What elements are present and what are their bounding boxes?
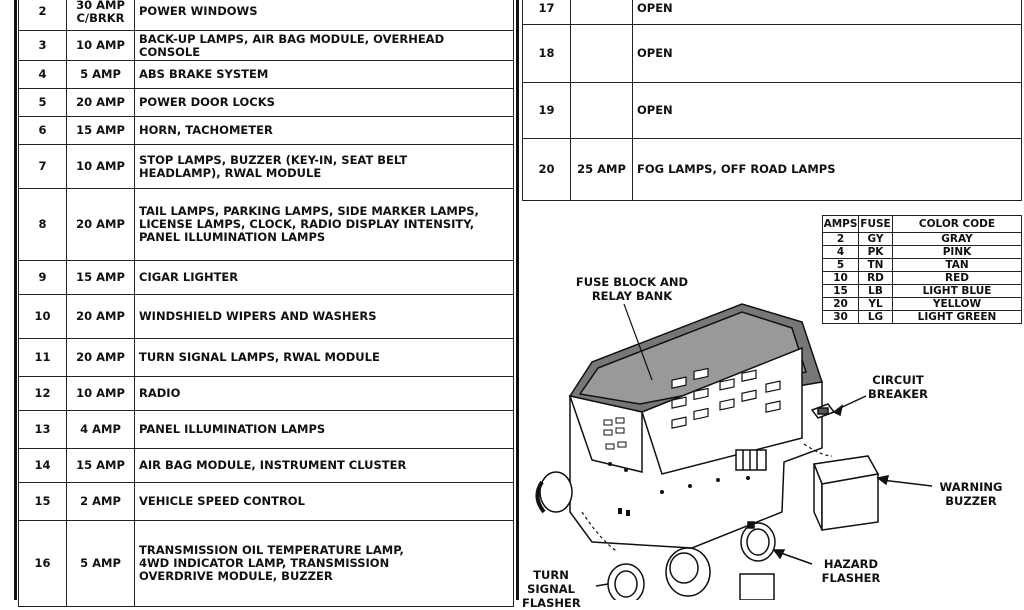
fuse-circuit: POWER DOOR LOCKS <box>135 89 514 117</box>
fuse-circuit: CIGAR LIGHTER <box>135 261 514 295</box>
fuse-row <box>19 377 514 411</box>
color-code-cell: 10 <box>823 272 859 285</box>
color-code-row <box>823 272 1022 285</box>
fuse-amperage: 2 AMP <box>67 483 135 521</box>
color-code-cell: 30 <box>823 311 859 324</box>
left-border <box>14 0 17 600</box>
fuse-row <box>19 295 514 339</box>
color-code-cell: TN <box>859 259 893 272</box>
color-code-row <box>823 259 1022 272</box>
color-code-row <box>823 246 1022 259</box>
fuse-row <box>19 449 514 483</box>
fuse-number: 2 <box>19 0 67 31</box>
label-circuit-breaker: CIRCUIT BREAKER <box>868 373 928 401</box>
fuse-number: 6 <box>19 117 67 145</box>
fuse-amperage <box>571 0 633 25</box>
fuse-row <box>19 117 514 145</box>
fuse-circuit: HORN, TACHOMETER <box>135 117 514 145</box>
fuse-amperage <box>571 25 633 83</box>
fuse-table-right <box>522 0 1022 201</box>
fuse-table-left <box>18 0 514 607</box>
fuse-row <box>19 61 514 89</box>
fuse-row <box>19 521 514 607</box>
fuse-circuit: TRANSMISSION OIL TEMPERATURE LAMP, 4WD INDICATOR LAMP, TRANSMISSION OVERDRIVE MODULE, BUZZER <box>135 521 514 607</box>
fuse-number: 5 <box>19 89 67 117</box>
color-code-header-cell: FUSE <box>859 216 893 233</box>
color-code-row <box>823 298 1022 311</box>
color-code-table <box>822 215 1022 324</box>
fuse-amperage: 15 AMP <box>67 117 135 145</box>
fuse-amperage: 20 AMP <box>67 89 135 117</box>
fuse-amperage: 5 AMP <box>67 61 135 89</box>
fuse-number: 7 <box>19 145 67 189</box>
label-warning-buzzer: WARNING BUZZER <box>939 480 1003 508</box>
fuse-row <box>19 339 514 377</box>
fuse-circuit: OPEN <box>633 83 1022 139</box>
color-code-cell: GRAY <box>893 233 1022 246</box>
fuse-number: 19 <box>523 83 571 139</box>
fuse-circuit: BACK-UP LAMPS, AIR BAG MODULE, OVERHEAD CONSOLE <box>135 31 514 61</box>
fuse-number: 12 <box>19 377 67 411</box>
color-code-row <box>823 311 1022 324</box>
fuse-circuit: AIR BAG MODULE, INSTRUMENT CLUSTER <box>135 449 514 483</box>
fuse-circuit: OPEN <box>633 0 1022 25</box>
label-fuse-block: FUSE BLOCK AND RELAY BANK <box>575 275 689 303</box>
color-code-cell: LB <box>859 285 893 298</box>
fuse-row <box>19 89 514 117</box>
fuse-amperage: 20 AMP <box>67 189 135 261</box>
fuse-row <box>523 83 1022 139</box>
fuse-amperage <box>571 83 633 139</box>
fuse-amperage: 4 AMP <box>67 411 135 449</box>
color-code-cell: 20 <box>823 298 859 311</box>
color-code-cell: 4 <box>823 246 859 259</box>
color-code-cell: PINK <box>893 246 1022 259</box>
fuse-row <box>19 189 514 261</box>
fuse-circuit: ABS BRAKE SYSTEM <box>135 61 514 89</box>
fuse-row <box>523 0 1022 25</box>
color-code-cell: 15 <box>823 285 859 298</box>
fuse-circuit: WINDSHIELD WIPERS AND WASHERS <box>135 295 514 339</box>
fuse-amperage: 20 AMP <box>67 339 135 377</box>
fuse-number: 17 <box>523 0 571 25</box>
center-divider <box>516 0 519 600</box>
fuse-circuit: PANEL ILLUMINATION LAMPS <box>135 411 514 449</box>
fuse-row <box>19 261 514 295</box>
fuse-number: 9 <box>19 261 67 295</box>
fuse-amperage: 15 AMP <box>67 261 135 295</box>
fuse-amperage: 15 AMP <box>67 449 135 483</box>
fuse-amperage: 10 AMP <box>67 145 135 189</box>
fuse-circuit: OPEN <box>633 25 1022 83</box>
color-code-row <box>823 285 1022 298</box>
fuse-amperage: 20 AMP <box>67 295 135 339</box>
color-code-cell: RED <box>893 272 1022 285</box>
fuse-row <box>523 25 1022 83</box>
label-hazard-flasher: HAZARD FLASHER <box>821 557 881 585</box>
fuse-number: 3 <box>19 31 67 61</box>
color-code-cell: LG <box>859 311 893 324</box>
color-code-header-cell: AMPS <box>823 216 859 233</box>
color-code-header-cell: COLOR CODE <box>893 216 1022 233</box>
color-code-row <box>823 233 1022 246</box>
color-code-cell: PK <box>859 246 893 259</box>
fuse-circuit: TAIL LAMPS, PARKING LAMPS, SIDE MARKER LAMPS, LICENSE LAMPS, CLOCK, RADIO DISPLAY INTENSITY, PANEL ILLUMINATION LAMPS <box>135 189 514 261</box>
fuse-block-illustration <box>537 304 822 548</box>
fuse-number: 10 <box>19 295 67 339</box>
fuse-number: 18 <box>523 25 571 83</box>
fuse-amperage: 5 AMP <box>67 521 135 607</box>
fuse-circuit: VEHICLE SPEED CONTROL <box>135 483 514 521</box>
fuse-amperage: 10 AMP <box>67 377 135 411</box>
fuse-row <box>19 31 514 61</box>
fuse-row <box>523 139 1022 201</box>
fuse-row <box>19 145 514 189</box>
fuse-row <box>19 411 514 449</box>
color-code-cell: YELLOW <box>893 298 1022 311</box>
color-code-cell: YL <box>859 298 893 311</box>
color-code-header <box>823 216 1022 233</box>
label-turn-signal-flasher: TURN SIGNAL FLASHER <box>522 568 581 610</box>
fuse-number: 8 <box>19 189 67 261</box>
fuse-row <box>19 483 514 521</box>
fuse-circuit: STOP LAMPS, BUZZER (KEY-IN, SEAT BELT HEADLAMP), RWAL MODULE <box>135 145 514 189</box>
fuse-circuit: RADIO <box>135 377 514 411</box>
color-code-cell: 2 <box>823 233 859 246</box>
warning-buzzer-illustration <box>814 456 932 530</box>
fuse-number: 4 <box>19 61 67 89</box>
fuse-number: 15 <box>19 483 67 521</box>
color-code-cell: GY <box>859 233 893 246</box>
fuse-number: 16 <box>19 521 67 607</box>
fuse-number: 11 <box>19 339 67 377</box>
fuse-number: 14 <box>19 449 67 483</box>
fuse-number: 20 <box>523 139 571 201</box>
fuse-circuit: TURN SIGNAL LAMPS, RWAL MODULE <box>135 339 514 377</box>
color-code-cell: LIGHT BLUE <box>893 285 1022 298</box>
fuse-amperage: 30 AMP C/BRKR <box>67 0 135 31</box>
fuse-circuit: FOG LAMPS, OFF ROAD LAMPS <box>633 139 1022 201</box>
fuse-row <box>19 0 514 31</box>
fuse-number: 13 <box>19 411 67 449</box>
color-code-cell: LIGHT GREEN <box>893 311 1022 324</box>
color-code-cell: TAN <box>893 259 1022 272</box>
hazard-flasher-illustration <box>741 522 812 564</box>
color-code-cell: RD <box>859 272 893 285</box>
fuse-amperage: 25 AMP <box>571 139 633 201</box>
color-code-cell: 5 <box>823 259 859 272</box>
fuse-circuit: POWER WINDOWS <box>135 0 514 31</box>
fuse-amperage: 10 AMP <box>67 31 135 61</box>
